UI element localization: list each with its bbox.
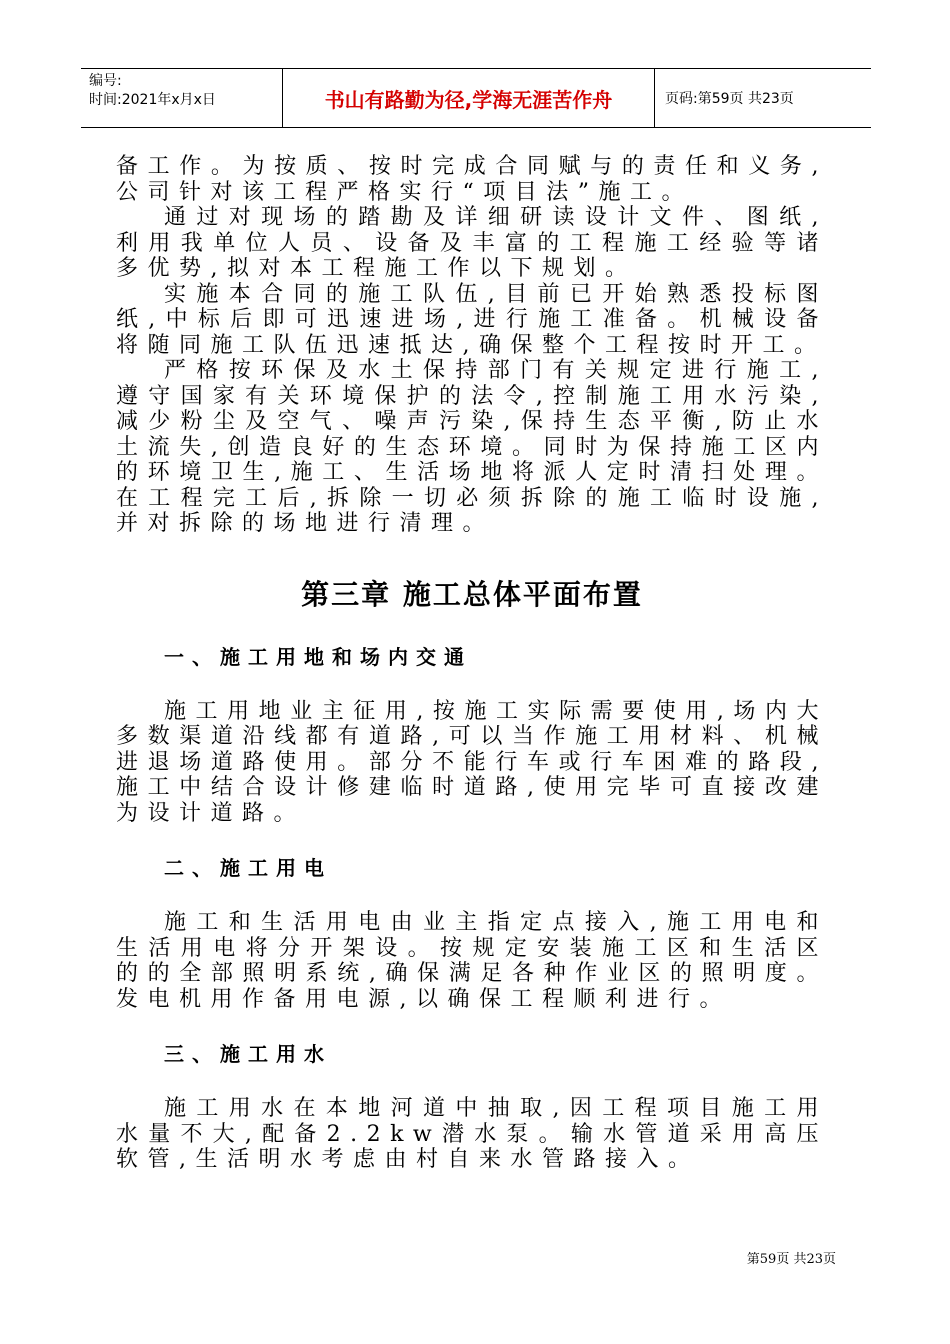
- chapter-title: 第三章 施工总体平面布置: [301, 577, 643, 611]
- intro-paragraph-continued: 备工作。为按质、按时完成合同赋与的责任和义务,公司针对该工程严格实行“项目法”施工。: [116, 154, 828, 205]
- intro-paragraph-team: 实施本合同的施工队伍,目前已开始熟悉投标图纸,中标后即可迅速进场,进行施工准备。机械设备将随同施工队伍迅速抵达,确保整个工程按时开工。: [116, 281, 828, 358]
- section-body-land-traffic: 施工用地业主征用,按施工实际需要使用,场内大多数渠道沿线都有道路,可以当作施工用材料、机械进退场道路使用。部分不能行车或行车困难的路段,施工中结合设计修建临时道路,使用完毕可直接改建为设计道路。: [116, 698, 828, 826]
- section-title-electricity: 二、施工用电: [164, 856, 332, 880]
- page-footer: 第59页 共23页: [746, 1252, 836, 1267]
- section-body-electricity: 施工和生活用电由业主指定点接入,施工用电和生活用电将分开架设。按规定安装施工区和生活区的的全部照明系统,确保满足各种作业区的照明度。发电机用作备用电源,以确保工程顺利进行。: [116, 910, 828, 1012]
- intro-paragraph-environment: 严格按环保及水土保持部门有关规定进行施工,遵守国家有关环境保护的法令,控制施工用水污染,减少粉尘及空气、噪声污染,保持生态平衡,防止水土流失,创造良好的生态环境。同时为保持施工区内的环境卫生,施工、生活场地将派人定时清扫处理。在工程完工后,拆除一切必须拆除的施工临时设施,并对拆除的场地进行清理。: [116, 358, 828, 536]
- header-meta-cell: [81, 69, 283, 127]
- intro-paragraph-planning: 通过对现场的踏勘及详细研读设计文件、图纸,利用我单位人员、设备及丰富的工程施工经验等诸多优势,拟对本工程施工作以下规划。: [116, 205, 828, 281]
- section-body-water: 施工用水在本地河道中抽取,因工程项目施工用水量不大,配备2.2kw潜水泵。输水管道采用高压软管,生活明水考虑由村自来水管路接入。: [116, 1096, 828, 1172]
- header-page-info: 页码:第59页 共23页: [665, 91, 794, 107]
- document-number-label: 编号:: [89, 73, 122, 89]
- section-title-land-traffic: 一、施工用地和场内交通: [164, 644, 472, 669]
- section-title-water: 三、施工用水: [164, 1042, 332, 1066]
- header-motto: 书山有路勤为径,学海无涯苦作舟: [283, 69, 655, 127]
- page-header: [81, 68, 871, 128]
- document-date-label: 时间:2021年x月x日: [89, 92, 216, 108]
- document-body: [116, 154, 828, 1173]
